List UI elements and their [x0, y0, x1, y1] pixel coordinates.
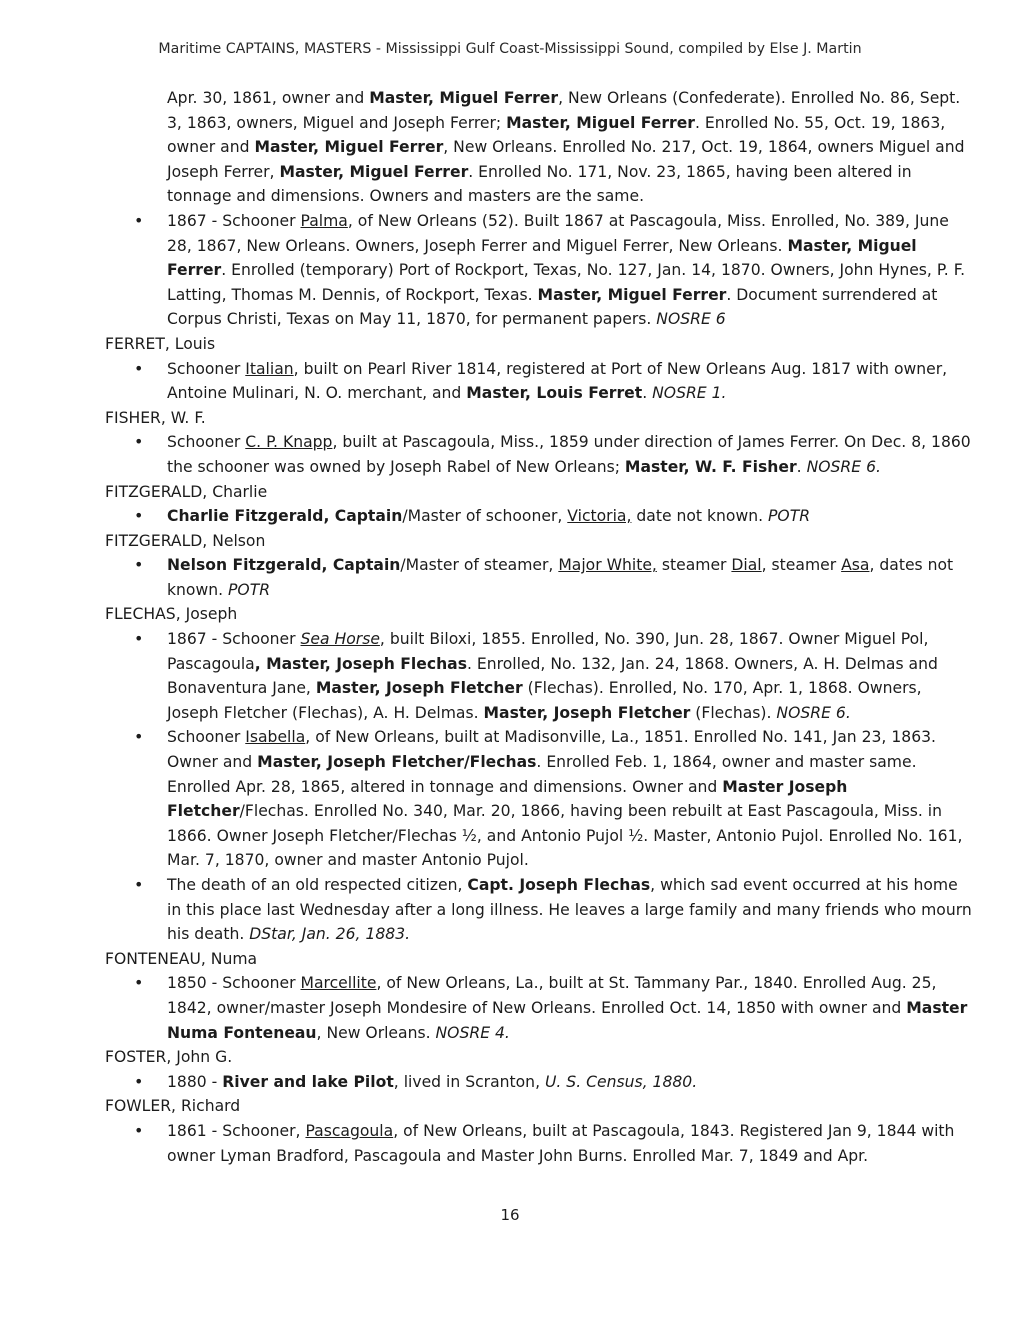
- text-run: . Document surrendered at Corpus Christi, Texas on May 11, 1870, for permanent papers.: [167, 285, 938, 329]
- text-run: Schooner: [167, 433, 246, 452]
- text-run: Apr. 30, 1861, owner and: [167, 89, 370, 107]
- text-run: , which sad event occurred at his home in this place last Wednesday after a long illness. He leaves a large family and many friends who mourn his death.: [167, 876, 972, 944]
- person-name: FITZGERALD, Charlie: [105, 482, 268, 501]
- person-name: FLECHAS, Joseph: [105, 605, 238, 624]
- entry-list: [105, 627, 975, 947]
- person-name: FOSTER, John G.: [105, 1048, 233, 1067]
- bold-text: Master, Louis Ferret: [466, 384, 643, 403]
- bold-text: Master, Miguel Ferrer: [279, 162, 469, 181]
- text-run: . Enrolled Feb. 1, 1864, owner and master same. Enrolled Apr. 28, 1865, altered in tonnage and dimensions. Owner and: [167, 753, 917, 796]
- text-run: 1861 - Schooner,: [167, 1121, 306, 1140]
- entry-list: [105, 971, 975, 1045]
- text-run: 1880 -: [167, 1072, 223, 1091]
- source-citation: POTR: [228, 580, 271, 599]
- text-run: Schooner: [167, 359, 246, 378]
- text-run: , built on Pearl River 1814, registered at Port of New Orleans Aug. 1817 with owner, Antoine Mulinari, N. O. merchant, and: [167, 359, 948, 403]
- text-run: , New Orleans (Confederate). Enrolled No. 86, Sept. 3, 1863, owners, Miguel and Joseph Ferrer;: [167, 89, 961, 132]
- text-run: , dates not known.: [167, 556, 954, 599]
- entry-list: [105, 430, 975, 479]
- bold-text: Master, Miguel Ferrer: [506, 113, 695, 132]
- document-body: [105, 86, 975, 1168]
- text-run: /Master of schooner,: [402, 507, 568, 526]
- text-run: . Enrolled No. 171, Nov. 23, 1865, having been altered in tonnage and dimensions. Owners and masters are the same.: [167, 162, 912, 206]
- vessel-name: Pascagoula: [305, 1121, 394, 1140]
- text-run: 1867 - Schooner: [167, 630, 301, 649]
- text-run: , of New Orleans (52). Built 1867 at Pascagoula, Miss. Enrolled, No. 389, June 28, 1867, New Orleans. Owners, Joseph Ferrer and Miguel Ferrer, New Orleans.: [167, 211, 949, 255]
- text-run: /Flechas. Enrolled No. 340, Mar. 20, 1866, having been rebuilt at East Pascagoula, Miss. in 1866. Owner Joseph Fletcher/Flechas ½, and Antonio Pujol ½. Master, Antonio Pujol. Enrolled No. 161, Mar. 7, 1870, owner and master Antonio Pujol.: [167, 802, 963, 870]
- text-run: . Enrolled No. 55, Oct. 19, 1863, owner and: [167, 113, 946, 157]
- text-run: .: [642, 384, 653, 403]
- text-run: . Enrolled (temporary) Port of Rockport, Texas, No. 127, Jan. 14, 1870. Owners, John Hynes, P. F. Latting, Thomas M. Dennis, of Rockport, Texas.: [167, 261, 966, 304]
- text-run: , of New Orleans, La., built at St. Tammany Par., 1840. Enrolled Aug. 25, 1842, owner/master Joseph Mondesire of New Orleans. Enrolled Oct. 14, 1850 with owner and: [167, 974, 937, 1017]
- text-run: (Flechas).: [690, 703, 777, 722]
- list-item: [105, 873, 975, 947]
- text-run: steamer: [656, 556, 732, 575]
- bold-text: River and lake Pilot: [222, 1072, 394, 1091]
- text-run: , built at Pascagoula, Miss., 1859 under direction of James Ferrer. On Dec. 8, 1860 the schooner was owned by Joseph Rabel of New Orleans;: [167, 433, 971, 476]
- list-item: [105, 971, 975, 1045]
- entry-list: [105, 1119, 975, 1168]
- list-item: [105, 430, 975, 479]
- source-citation: NOSRE 6: [656, 310, 726, 329]
- person-name: FERRET, Louis: [105, 334, 216, 353]
- list-item: [105, 1119, 975, 1168]
- source-citation: POTR: [768, 507, 811, 526]
- list-item: [105, 209, 975, 332]
- entry-list: [105, 209, 975, 332]
- text-run: /Master of steamer,: [400, 556, 559, 575]
- list-item: [105, 1070, 975, 1095]
- vessel-name: Asa: [841, 556, 870, 575]
- entry-list: [105, 357, 975, 406]
- bold-text: Master Joseph Fletcher: [167, 777, 848, 821]
- vessel-name: C. P. Knapp: [245, 433, 333, 452]
- text-run: 1850 - Schooner: [167, 974, 301, 993]
- bold-text: Master, Joseph Fletcher/Flechas: [257, 753, 537, 772]
- text-run: date not known.: [631, 507, 769, 526]
- text-run: , New Orleans. Enrolled No. 217, Oct. 19, 1864, owners Miguel and Joseph Ferrer,: [167, 138, 965, 181]
- text-run: The death of an old respected citizen,: [167, 876, 468, 894]
- bold-text: Charlie Fitzgerald, Captain: [167, 507, 403, 526]
- bold-text: , Master, Joseph Flechas: [254, 654, 467, 673]
- vessel-name: Italian: [245, 359, 294, 378]
- text-run: , steamer: [761, 556, 842, 575]
- source-citation: NOSRE 4.: [435, 1023, 510, 1042]
- entry-list: [105, 1070, 975, 1095]
- source-citation: NOSRE 6.: [776, 703, 851, 722]
- source-citation: U. S. Census, 1880.: [544, 1072, 698, 1091]
- person-name: FONTENEAU, Numa: [105, 949, 258, 968]
- text-run: , of New Orleans, built at Madisonville, La., 1851. Enrolled No. 141, Jan 23, 1863. Owner and: [167, 728, 936, 772]
- text-run: (Flechas). Enrolled, No. 170, Apr. 1, 1868. Owners, Joseph Fletcher (Flechas), A. H. Delmas.: [167, 679, 922, 722]
- text-run: , New Orleans.: [316, 1023, 436, 1042]
- text-run: . Enrolled, No. 132, Jan. 24, 1868. Owners, A. H. Delmas and Bonaventura Jane,: [167, 654, 938, 698]
- bold-text: Master, Miguel Ferrer: [254, 138, 444, 157]
- vessel-name: Isabella: [245, 728, 306, 747]
- bold-text: Master, Miguel Ferrer: [537, 285, 727, 304]
- entry-list: [105, 504, 975, 529]
- vessel-name: Major White,: [558, 556, 657, 575]
- text-run: , built Biloxi, 1855. Enrolled, No. 390, Jun. 28, 1867. Owner Miguel Pol, Pascagoula: [167, 630, 929, 673]
- vessel-name: Sea Horse: [300, 630, 380, 649]
- list-item: [105, 627, 975, 725]
- text-run: 1867 - Schooner: [167, 211, 301, 230]
- text-run: .: [796, 457, 807, 476]
- source-citation: NOSRE 6.: [806, 457, 881, 476]
- vessel-name: Palma: [300, 211, 348, 230]
- bold-text: Master, Joseph Fletcher: [315, 679, 523, 698]
- list-item: [105, 504, 975, 529]
- bold-text: Nelson Fitzgerald, Captain: [167, 556, 401, 575]
- list-item: [105, 357, 975, 406]
- continuation-paragraph: [167, 86, 975, 209]
- list-item: [105, 725, 975, 873]
- source-citation: DStar, Jan. 26, 1883.: [249, 925, 411, 944]
- entry-list: [105, 553, 975, 602]
- source-citation: NOSRE 1.: [652, 384, 727, 403]
- person-name: FITZGERALD, Nelson: [105, 531, 266, 550]
- vessel-name: Marcellite: [300, 974, 377, 993]
- bold-text: Master, Miguel Ferrer: [369, 89, 559, 107]
- text-run: , lived in Scranton,: [393, 1072, 545, 1091]
- bold-text: Capt. Joseph Flechas: [467, 876, 651, 894]
- bold-text: Master, Joseph Fletcher: [483, 703, 691, 722]
- text-run: Schooner: [167, 728, 246, 747]
- bold-text: Master Numa Fonteneau: [167, 998, 968, 1042]
- page-header: Maritime CAPTAINS, MASTERS - Mississippi Gulf Coast-Mississippi Sound, compiled by Else J. Martin: [158, 41, 862, 57]
- vessel-name: Dial: [731, 556, 762, 575]
- page-number: 16: [500, 1206, 520, 1224]
- person-name: FOWLER, Richard: [105, 1097, 241, 1116]
- text-run: , of New Orleans, built at Pascagoula, 1843. Registered Jan 9, 1844 with owner Lyman Bradford, Pascagoula and Master John Burns. Enrolled Mar. 7, 1849 and Apr.: [167, 1121, 955, 1165]
- vessel-name: Victoria,: [567, 507, 632, 526]
- bold-text: Master, W. F. Fisher: [624, 457, 797, 476]
- bold-text: Master, Miguel Ferrer: [167, 236, 917, 280]
- list-item: [105, 553, 975, 602]
- person-name: FISHER, W. F.: [105, 408, 206, 427]
